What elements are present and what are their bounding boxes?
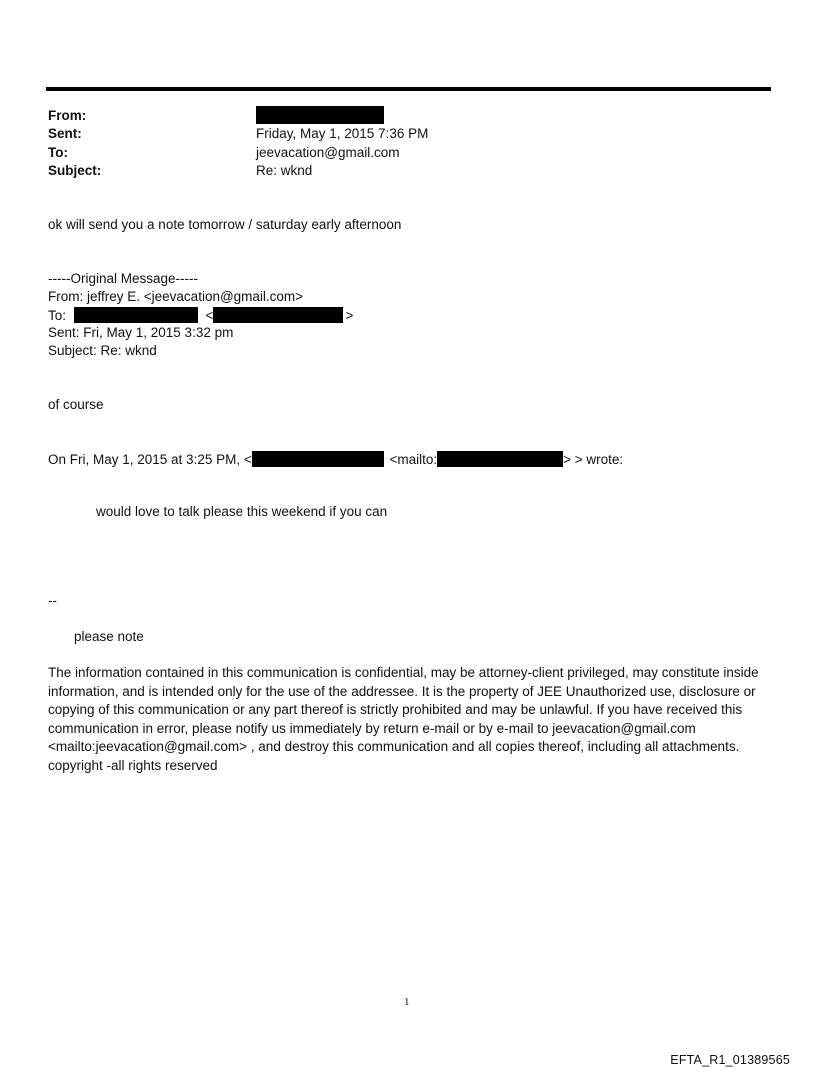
page-number: 1 — [404, 996, 410, 1008]
signature-separator: -- — [48, 593, 57, 608]
bates-id: EFTA_R1_01389565 — [670, 1053, 790, 1067]
to-label: To: — [48, 145, 68, 160]
confidentiality-disclaimer: The information contained in this communication is confidential, may be attorney-client privileged, may constitute inside information, and is intended only for the use of the addressee. It is the property of JEE Unauthorized use, disclosure or copying of this communication or any part thereof is strictly prohibited and may be unlawful. If you have received this communication in error, please notify us immediately by return e-mail or by e-mail to jeevacation@gmail.com <mailto:jeevacation@gmail.com> , and destroy this communication and all copies thereof, including all attachments. copyright -all rights reserved — [48, 665, 759, 773]
reply-text: ok will send you a note tomorrow / saturday early afternoon — [48, 217, 402, 232]
wrote-text: > > wrote: — [563, 452, 624, 467]
on-date-prefix: On Fri, May 1, 2015 at 3:25 PM, < — [48, 452, 252, 467]
subject-value: Re: wknd — [256, 163, 313, 178]
subject-label: Subject: — [48, 163, 102, 178]
redaction-block — [252, 451, 384, 467]
redaction-block — [437, 451, 563, 467]
quoted-message: would love to talk please this weekend if you can — [96, 504, 388, 519]
of-course-text: of course — [48, 397, 104, 412]
please-note-text: please note — [74, 629, 144, 644]
original-sent: Sent: Fri, May 1, 2015 3:32 pm — [48, 325, 234, 340]
original-message-marker: -----Original Message----- — [48, 271, 199, 286]
original-to-line — [48, 307, 353, 323]
to-value: jeevacation@gmail.com — [256, 145, 400, 160]
from-label: From: — [48, 108, 87, 123]
on-date-wrote-line — [48, 451, 623, 467]
from-redaction — [256, 106, 384, 124]
original-from: From: jeffrey E. <jeevacation@gmail.com> — [48, 289, 304, 304]
sent-value: Friday, May 1, 2015 7:36 PM — [256, 126, 429, 141]
original-subject: Subject: Re: wknd — [48, 343, 157, 358]
redaction-block — [213, 307, 343, 323]
redaction-block — [74, 307, 198, 323]
mailto-text: <mailto: — [389, 452, 438, 467]
redaction-block — [256, 106, 384, 124]
original-to-label: To: — [48, 308, 67, 323]
original-to-gt: > — [345, 308, 354, 323]
original-to-lt: < — [205, 308, 214, 323]
sent-label: Sent: — [48, 126, 82, 141]
header-rule — [46, 87, 771, 91]
